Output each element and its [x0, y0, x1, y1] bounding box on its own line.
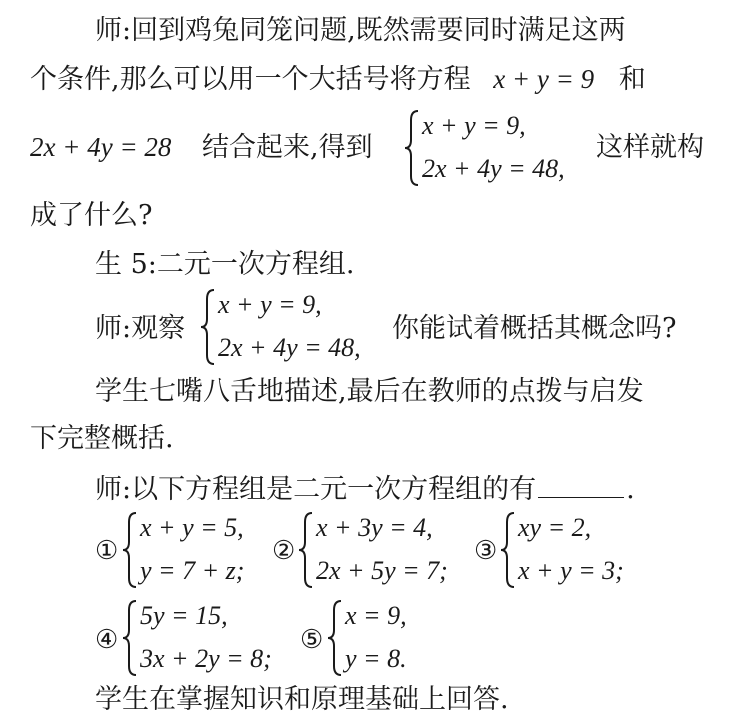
item-1-system [122, 510, 272, 590]
item-5-system [327, 598, 437, 678]
item-1-eq-1: x + y = 5, [140, 513, 244, 542]
equation-2x-4y-28: 2x + 4y = 28 [30, 132, 172, 162]
equation-system-b [200, 287, 385, 367]
item-1-eq-2: y = 7 + z; [140, 556, 245, 585]
teacher-line-3-text: 结合起来,得到 [202, 132, 373, 163]
teacher-line-2-tail: 和 [618, 64, 646, 95]
left-brace-icon [404, 108, 420, 188]
system-b-eq-2: 2x + 4y = 48, [218, 333, 361, 362]
teacher-line-4: 成了什么? [30, 200, 153, 231]
teacher-line-2-text: 个条件,那么可以用一个大括号将方程 [30, 64, 471, 95]
left-brace-icon [122, 510, 138, 590]
left-brace-icon [122, 598, 138, 678]
system-b-eq-1: x + y = 9, [218, 290, 322, 319]
item-2-system [298, 510, 478, 590]
system-a-eq-1: x + y = 9, [422, 111, 526, 140]
teacher-line-1: 师:回到鸡兔同笼问题,既然需要同时满足这两 [95, 15, 626, 46]
exercise-prompt-text: 师:以下方程组是二元一次方程组的有 [95, 474, 537, 505]
teacher-observe-suffix: 你能试着概括其概念吗? [392, 313, 677, 344]
item-1-label: ① [95, 536, 119, 566]
left-brace-icon [327, 598, 343, 678]
item-5-label: ⑤ [300, 625, 324, 655]
description-line-2: 下完整概括. [30, 423, 174, 454]
item-4-eq-1: 5y = 15, [140, 601, 228, 630]
system-a-eq-2: 2x + 4y = 48, [422, 154, 565, 183]
item-5-eq-2: y = 8. [345, 644, 407, 673]
answer-blank[interactable] [538, 475, 624, 498]
teacher-line-2 [30, 66, 646, 93]
item-3-system [500, 510, 650, 590]
item-2-eq-2: 2x + 5y = 7; [316, 556, 448, 585]
item-3-eq-2: x + y = 3; [518, 556, 624, 585]
exercise-prompt [95, 475, 635, 503]
item-4-eq-2: 3x + 2y = 8; [140, 644, 272, 673]
equation-x-plus-y-9: x + y = 9 [493, 64, 595, 94]
left-brace-icon [200, 287, 216, 367]
closing-line: 学生在掌握知识和原理基础上回答. [95, 684, 509, 715]
description-line-1: 学生七嘴八舌地描述,最后在教师的点拨与启发 [95, 376, 644, 407]
item-3-eq-1: xy = 2, [518, 513, 592, 542]
item-4-label: ④ [95, 625, 119, 655]
item-2-label: ② [272, 536, 296, 566]
item-3-label: ③ [474, 536, 498, 566]
teacher-line-3-tail: 这样就构 [596, 132, 704, 163]
left-brace-icon [500, 510, 516, 590]
exercise-prompt-end: . [626, 474, 635, 505]
item-5-eq-1: x = 9, [345, 601, 407, 630]
equation-system-a [404, 108, 584, 188]
left-brace-icon [298, 510, 314, 590]
student-5-answer: 生 5:二元一次方程组. [95, 249, 355, 280]
item-4-system [122, 598, 302, 678]
item-2-eq-1: x + 3y = 4, [316, 513, 433, 542]
teacher-observe-prefix: 师:观察 [95, 313, 186, 344]
